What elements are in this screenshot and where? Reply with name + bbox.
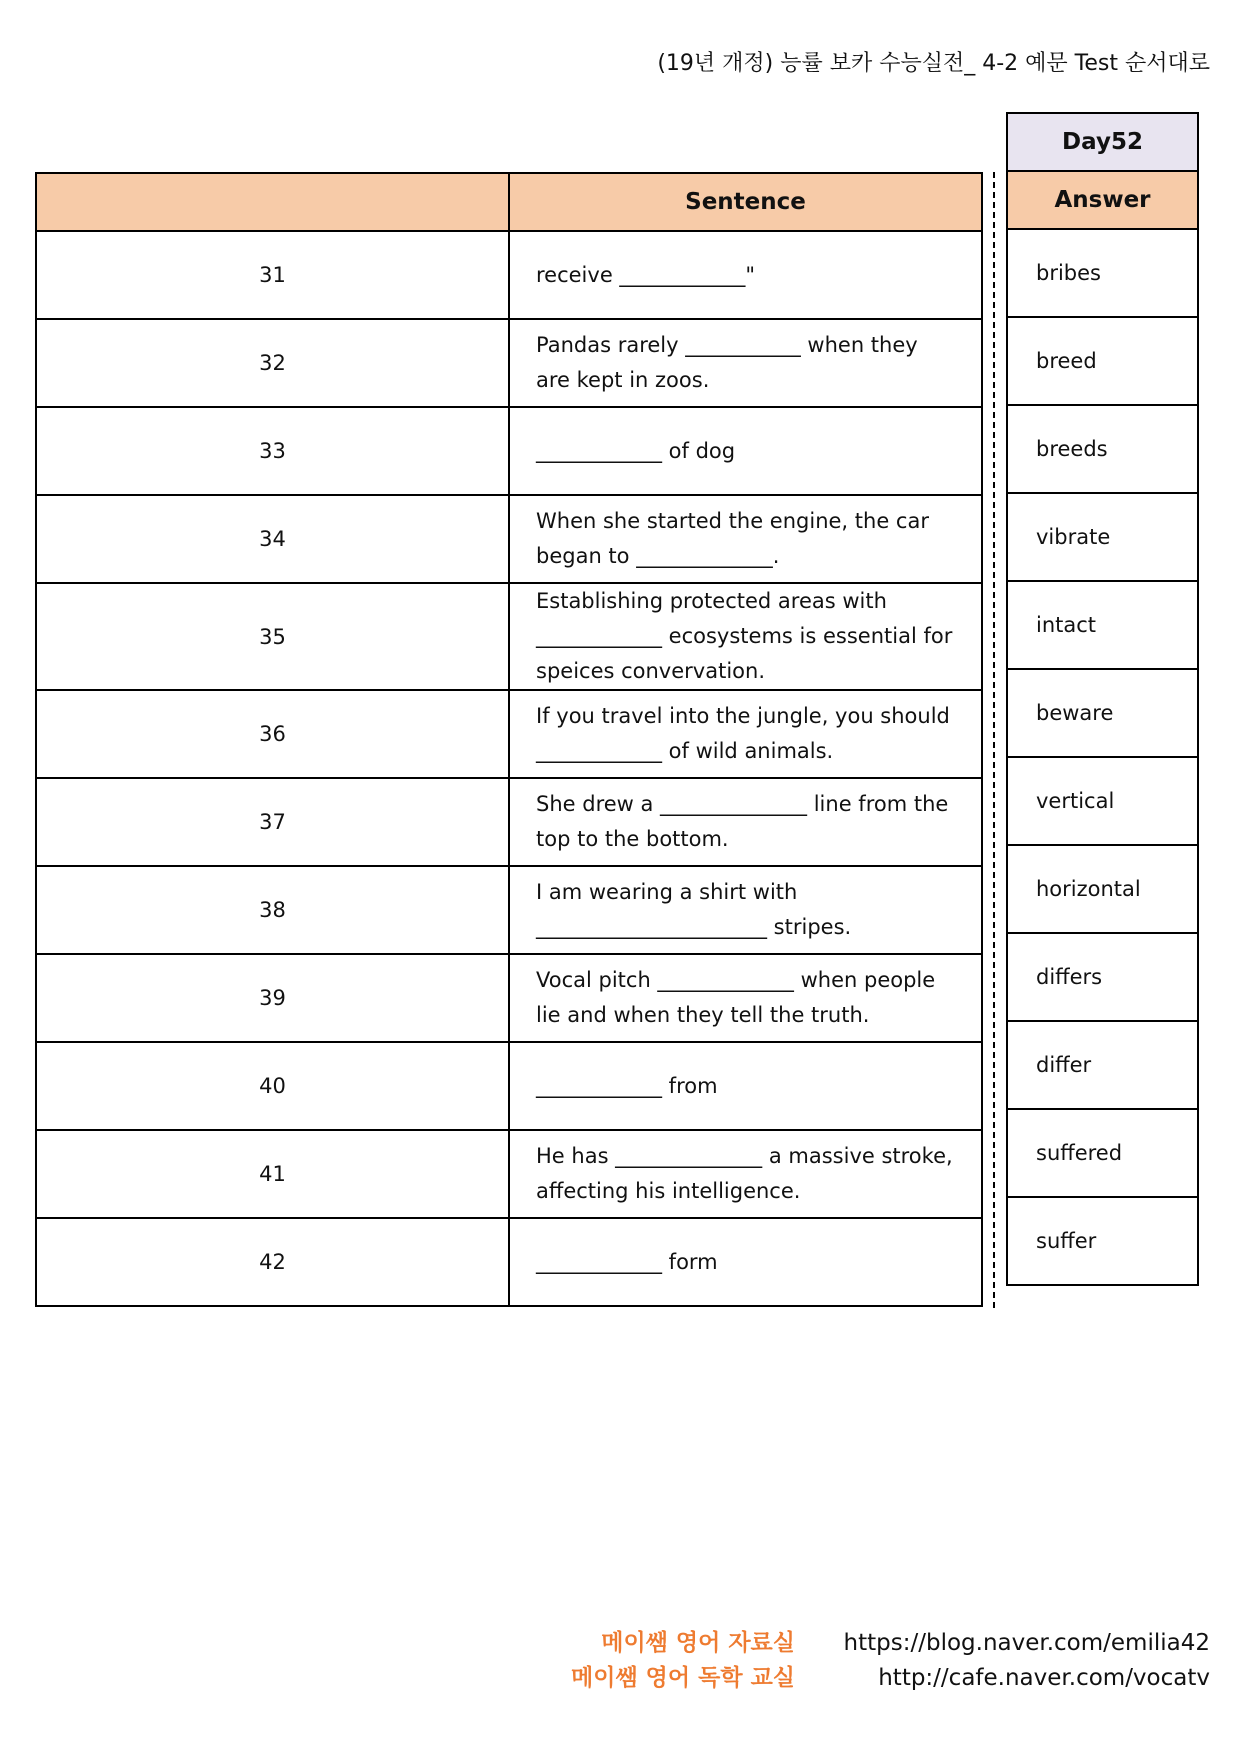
sentence-text: I am wearing a shirt with ______________________ stripes. [509, 866, 982, 954]
question-number: 36 [36, 690, 509, 778]
answer-column-header: Answer [1007, 171, 1198, 229]
question-number: 40 [36, 1042, 509, 1130]
answer-text: beware [1007, 669, 1198, 757]
page-header-title: (19년 개정) 능률 보카 수능실전_ 4-2 예문 Test 순서대로 [657, 51, 1210, 76]
question-number: 33 [36, 407, 509, 495]
question-number: 35 [36, 583, 509, 690]
question-number: 32 [36, 319, 509, 407]
sentence-row [36, 1218, 982, 1306]
answer-text: intact [1007, 581, 1198, 669]
footer-blog-link[interactable]: https://blog.naver.com/emilia42 [843, 1630, 1210, 1656]
day-label: Day52 [1007, 113, 1198, 171]
answer-row [1007, 405, 1198, 493]
sentence-text: She drew a ______________ line from the top to the bottom. [509, 778, 982, 866]
answer-row [1007, 1197, 1198, 1285]
number-column-header [36, 173, 509, 231]
question-number: 31 [36, 231, 509, 319]
answer-row [1007, 933, 1198, 1021]
answer-row [1007, 757, 1198, 845]
cut-line-divider [993, 172, 995, 1308]
answer-row [1007, 1109, 1198, 1197]
sentence-text: If you travel into the jungle, you should ____________ of wild animals. [509, 690, 982, 778]
answer-text: suffered [1007, 1109, 1198, 1197]
sentence-text: Pandas rarely ___________ when they are kept in zoos. [509, 319, 982, 407]
sentence-text: Vocal pitch _____________ when people lie and when they tell the truth. [509, 954, 982, 1042]
sentence-row [36, 407, 982, 495]
sentence-row [36, 778, 982, 866]
sentence-row [36, 583, 982, 690]
sentence-row [36, 319, 982, 407]
sentence-text: He has ______________ a massive stroke, affecting his intelligence. [509, 1130, 982, 1218]
answer-text: differ [1007, 1021, 1198, 1109]
sentence-text: ____________ of dog [509, 407, 982, 495]
question-number: 37 [36, 778, 509, 866]
sentence-row [36, 954, 982, 1042]
sentence-row [36, 231, 982, 319]
answer-table-body [1007, 229, 1198, 1285]
question-number: 41 [36, 1130, 509, 1218]
question-number: 39 [36, 954, 509, 1042]
footer-brand [571, 1626, 795, 1696]
answer-row [1007, 1021, 1198, 1109]
sentence-text: receive ____________" [509, 231, 982, 319]
answer-table [1006, 112, 1199, 1286]
answer-text: differs [1007, 933, 1198, 1021]
answer-text: horizontal [1007, 845, 1198, 933]
answer-text: breeds [1007, 405, 1198, 493]
question-number: 38 [36, 866, 509, 954]
answer-row [1007, 581, 1198, 669]
answer-text: breed [1007, 317, 1198, 405]
sentence-text: ____________ from [509, 1042, 982, 1130]
sentence-text: ____________ form [509, 1218, 982, 1306]
footer-brand-line1: 메이쌤 영어 자료실 [601, 1630, 795, 1656]
footer-brand-line2: 메이쌤 영어 독학 교실 [571, 1665, 795, 1691]
day-row [1007, 113, 1198, 171]
answer-row [1007, 229, 1198, 317]
sentence-row [36, 1042, 982, 1130]
answer-row [1007, 845, 1198, 933]
answer-row [1007, 317, 1198, 405]
answer-row [1007, 493, 1198, 581]
answer-text: vertical [1007, 757, 1198, 845]
sentence-text: When she started the engine, the car began to _____________. [509, 495, 982, 583]
answer-row [1007, 669, 1198, 757]
answer-header-row [1007, 171, 1198, 229]
sentence-row [36, 495, 982, 583]
sentence-text: Establishing protected areas with ____________ ecosystems is essential for speices convervation. [509, 583, 982, 690]
sentence-row [36, 1130, 982, 1218]
question-number: 42 [36, 1218, 509, 1306]
answer-text: bribes [1007, 229, 1198, 317]
answer-text: suffer [1007, 1197, 1198, 1285]
sentence-row [36, 690, 982, 778]
sentence-table [35, 172, 983, 1307]
sentence-row [36, 866, 982, 954]
sentence-column-header: Sentence [509, 173, 982, 231]
footer-links [844, 1626, 1210, 1696]
footer-cafe-link[interactable]: http://cafe.naver.com/vocatv [878, 1665, 1210, 1691]
answer-text: vibrate [1007, 493, 1198, 581]
sentence-table-body [36, 231, 982, 1306]
sentence-table-header-row [36, 173, 982, 231]
question-number: 34 [36, 495, 509, 583]
